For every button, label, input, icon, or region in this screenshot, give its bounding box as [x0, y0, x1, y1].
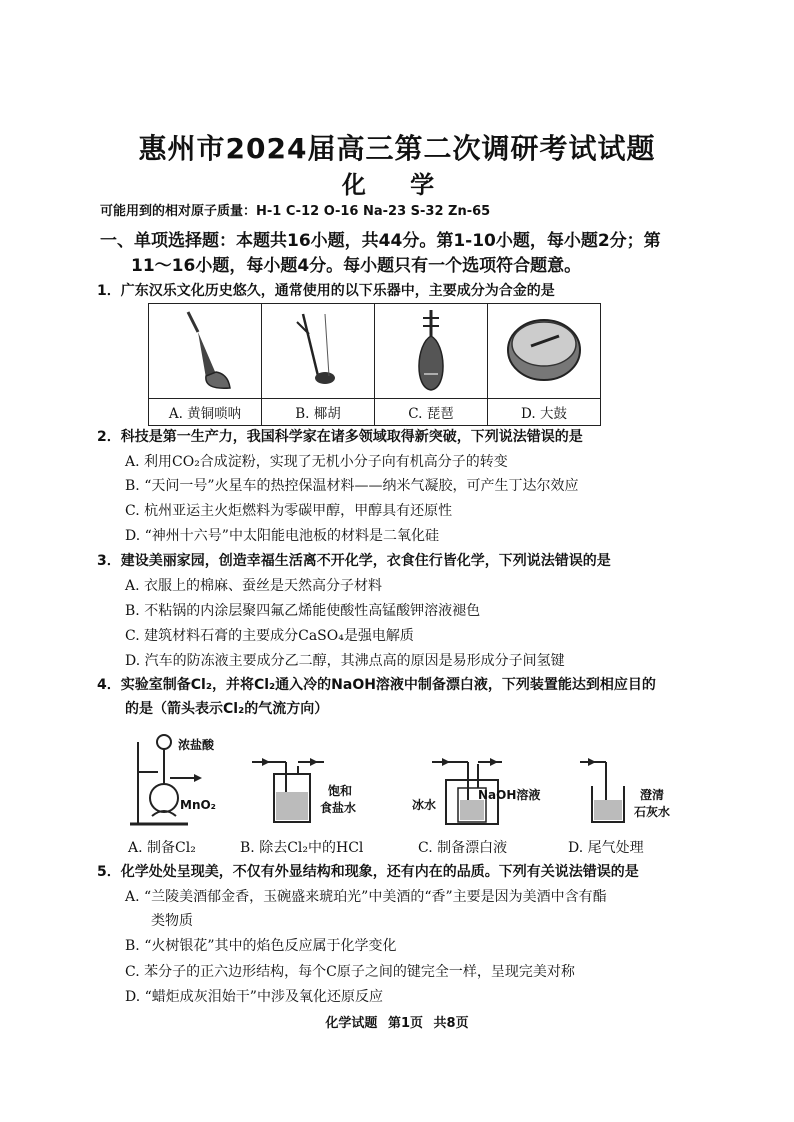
q5-option-c: C. 苯分子的正六边形结构，每个C原子之间的键完全一样，呈现完美对称	[125, 964, 575, 980]
big-drum-cell	[488, 304, 601, 399]
q3-option-c: C. 建筑材料石膏的主要成分CaSO₄是强电解质	[125, 628, 414, 644]
q1-instrument-table	[148, 303, 601, 426]
q5-option-a-line2: 类物质	[151, 913, 193, 929]
section1-line2: 11～16小题，每小题4分。每小题只有一个选项符合题意。	[131, 256, 582, 276]
q5-option-b: B. “火树银花”其中的焰色反应属于化学变化	[125, 938, 397, 954]
q2-option-d: D. “神州十六号”中太阳能电池板的材料是二氧化硅	[125, 528, 439, 544]
suona-cell	[149, 304, 262, 399]
q3-option-d: D. 汽车的防冻液主要成分乙二醇，其沸点高的原因是易形成分子间氢键	[125, 653, 565, 669]
conc-hcl-label: 浓盐酸	[178, 738, 215, 752]
coconut-huqin-cell	[262, 304, 375, 399]
q1-option-a: A. 黄铜唢呐	[149, 399, 262, 426]
pipa-cell	[375, 304, 488, 399]
limewater-label: 石灰水	[634, 805, 671, 819]
q3-stem: 3．建设美丽家园，创造幸福生活离不开化学，衣食住行皆化学，下列说法错误的是	[97, 553, 611, 569]
brine-label: 食盐水	[320, 801, 357, 815]
q1-option-c: C. 琵琶	[375, 399, 488, 426]
pipa-icon	[376, 304, 486, 394]
q4-caption-b: B. 除去Cl₂中的HCl	[240, 840, 364, 856]
q4-stem-line2: 的是（箭头表示Cl₂的气流方向）	[125, 701, 329, 717]
subject-title: 化 学	[341, 171, 453, 199]
page-title: 惠州市2024届高三第二次调研考试试题	[138, 132, 656, 165]
q4-stem-line1: 4．实验室制备Cl₂，并将Cl₂通入冷的NaOH溶液中制备漂白液，下列装置能达到相应目的	[97, 677, 656, 693]
q1-option-b: B. 椰胡	[262, 399, 375, 426]
ice-water-label: 冰水	[412, 798, 437, 812]
q5-option-d: D. “蜡炬成灰泪始干”中涉及氧化还原反应	[125, 989, 383, 1005]
q4-caption-a: A. 制备Cl₂	[128, 840, 196, 856]
q2-option-a: A. 利用CO₂合成淀粉，实现了无机小分子向有机高分子的转变	[125, 454, 508, 470]
clear-label: 澄清	[640, 788, 665, 802]
q1-stem: 1．广东汉乐文化历史悠久，通常使用的以下乐器中，主要成分为合金的是	[97, 283, 555, 299]
q5-option-a-line1: A. “兰陵美酒郁金香，玉碗盛来琥珀光”中美酒的“香”主要是因为美酒中含有酯	[125, 889, 607, 905]
apparatus-d-diagram	[578, 752, 638, 827]
section1-line1: 一、单项选择题：本题共16小题，共44分。第1-10小题，每小题2分；第	[100, 231, 661, 251]
atomic-mass-line: 可能用到的相对原子质量：H-1 C-12 O-16 Na-23 S-32 Zn-65	[100, 204, 491, 219]
apparatus-b-diagram	[250, 752, 330, 827]
naoh-label: NaOH溶液	[478, 788, 541, 802]
mno2-label: MnO₂	[180, 798, 216, 812]
brass-suona-icon	[150, 304, 260, 394]
page-footer: 化学试题 第1页 共8页	[325, 1016, 469, 1031]
big-drum-icon	[489, 304, 599, 394]
q2-option-b: B. “天问一号”火星车的热控保温材料——纳米气凝胶，可产生丁达尔效应	[125, 478, 579, 494]
q1-option-d: D. 大鼓	[488, 399, 601, 426]
q5-stem: 5．化学处处呈现美，不仅有外显结构和现象，还有内在的品质。下列有关说法错误的是	[97, 864, 639, 880]
q2-option-c: C. 杭州亚运主火炬燃料为零碳甲醇，甲醇具有还原性	[125, 503, 453, 519]
coconut-huqin-icon	[263, 304, 373, 394]
saturated-label: 饱和	[328, 784, 353, 798]
q4-caption-d: D. 尾气处理	[568, 840, 644, 856]
q4-caption-c: C. 制备漂白液	[418, 840, 508, 856]
q3-option-a: A. 衣服上的棉麻、蚕丝是天然高分子材料	[125, 578, 383, 594]
q2-stem: 2．科技是第一生产力，我国科学家在诸多领域取得新突破，下列说法错误的是	[97, 429, 583, 445]
q3-option-b: B. 不粘锅的内涂层聚四氟乙烯能使酸性高锰酸钾溶液褪色	[125, 603, 481, 619]
